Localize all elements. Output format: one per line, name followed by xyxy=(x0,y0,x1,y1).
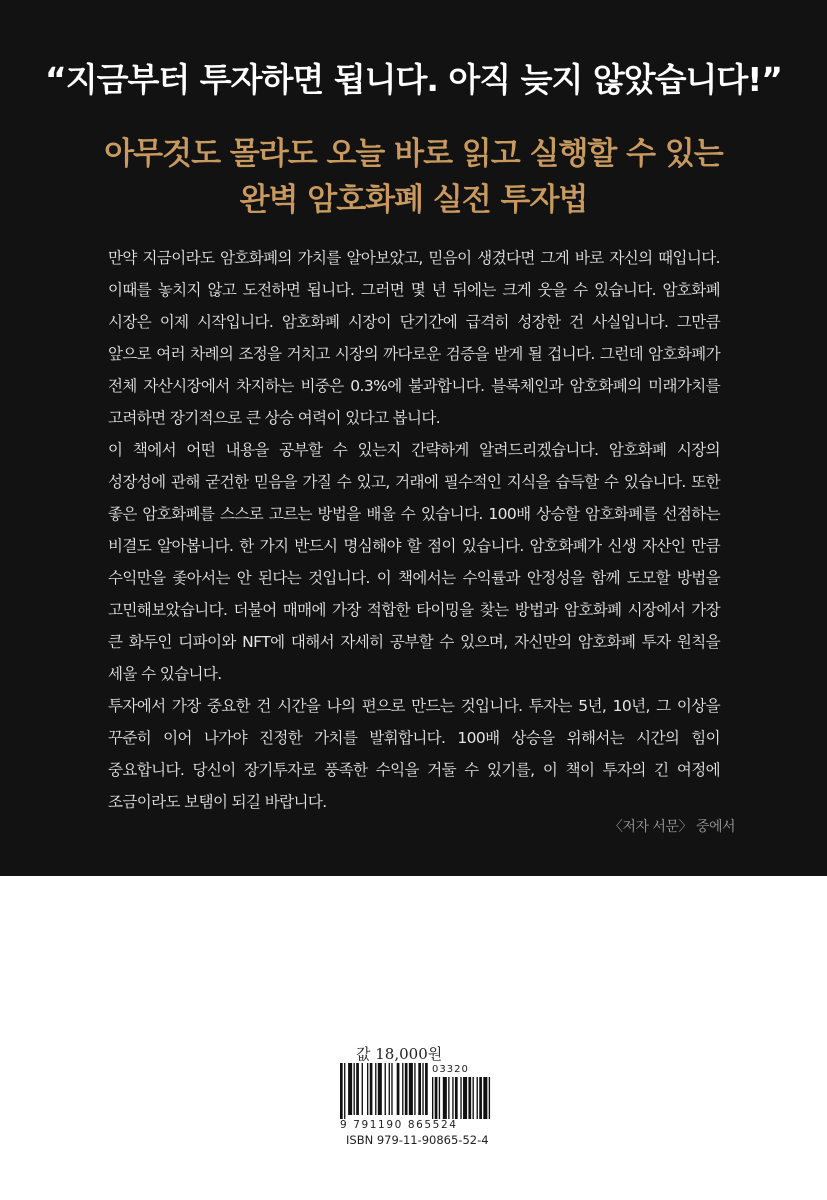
subheadline-line-2: 완벽 암호화폐 실전 투자법 xyxy=(239,182,588,218)
barcode-ean-digits: 9 791190 865524 xyxy=(340,1119,458,1131)
headline-quote: “지금부터 투자하면 됩니다. 아직 늦지 않았습니다!” xyxy=(45,60,782,99)
preface-paragraph: 투자에서 가장 중요한 건 시간을 나의 편으로 만드는 것입니다. 투자는 5년, 10년, 그 이상을 꾸준히 이어 나가야 진정한 가치를 발휘합니다. 100배 상승을 위해서는 시간의 힘이 중요합니다. 당신이 장기투자로 풍족한 수익을 거둘 수 있기를, 이 책이 투자의 긴 여정에 조금이라도 보탬이 되길 바랍니다. xyxy=(108,697,720,811)
isbn-barcode xyxy=(340,1063,510,1125)
preface-excerpt xyxy=(108,242,720,818)
price-label: 값 18,000원 xyxy=(356,1045,443,1063)
preface-paragraph: 만약 지금이라도 암호화폐의 가치를 알아보았고, 믿음이 생겼다면 그게 바로 자신의 때입니다. 이때를 놓치지 않고 도전하면 됩니다. 그러면 몇 년 뒤에는 크게 웃을 수 있습니다. 암호화폐 시장은 이제 시작입니다. 암호화폐 시장이 단기간에 급격히 성장한 건 사실입니다. 그만큼 앞으로 여러 차례의 조정을 거치고 시장의 까다로운 검증을 받게 될 겁니다. 그런데 암호화폐가 전체 자산시장에서 차지하는 비중은 0.3%에 불과합니다. 블록체인과 암호화폐의 미래가치를 고려하면 장기적으로 큰 상승 여력이 있다고 봅니다. xyxy=(108,249,720,427)
barcode-bars xyxy=(340,1063,510,1121)
subheadline-line-1: 아무것도 몰라도 오늘 바로 읽고 실행할 수 있는 xyxy=(104,136,723,172)
barcode-addon-digits: 03320 xyxy=(432,1064,469,1075)
excerpt-source: 〈저자 서문〉 중에서 xyxy=(608,819,735,835)
preface-paragraph: 이 책에서 어떤 내용을 공부할 수 있는지 간략하게 알려드리겠습니다. 암호화폐 시장의 성장성에 관해 굳건한 믿음을 가질 수 있고, 거래에 필수적인 지식을 습득할 수 있습니다. 또한 좋은 암호화폐를 스스로 고르는 방법을 배울 수 있습니다. 100배 상승할 암호화폐를 선점하는 비결도 알아봅니다. 한 가지 반드시 명심해야 할 점이 있습니다. 암호화폐가 신생 자산인 만큼 수익만을 좇아서는 안 된다는 것입니다. 이 책에서는 수익률과 안정성을 함께 도모할 방법을 고민해보았습니다. 더불어 매매에 가장 적합한 타이밍을 찾는 방법과 암호화폐 시장에서 가장 큰 화두인 디파이와 NFT에 대해서 자세히 공부할 수 있으며, 자신만의 암호화폐 투자 원칙을 세울 수 있습니다. xyxy=(108,441,720,683)
isbn-text: ISBN 979-11-90865-52-4 xyxy=(346,1133,489,1147)
